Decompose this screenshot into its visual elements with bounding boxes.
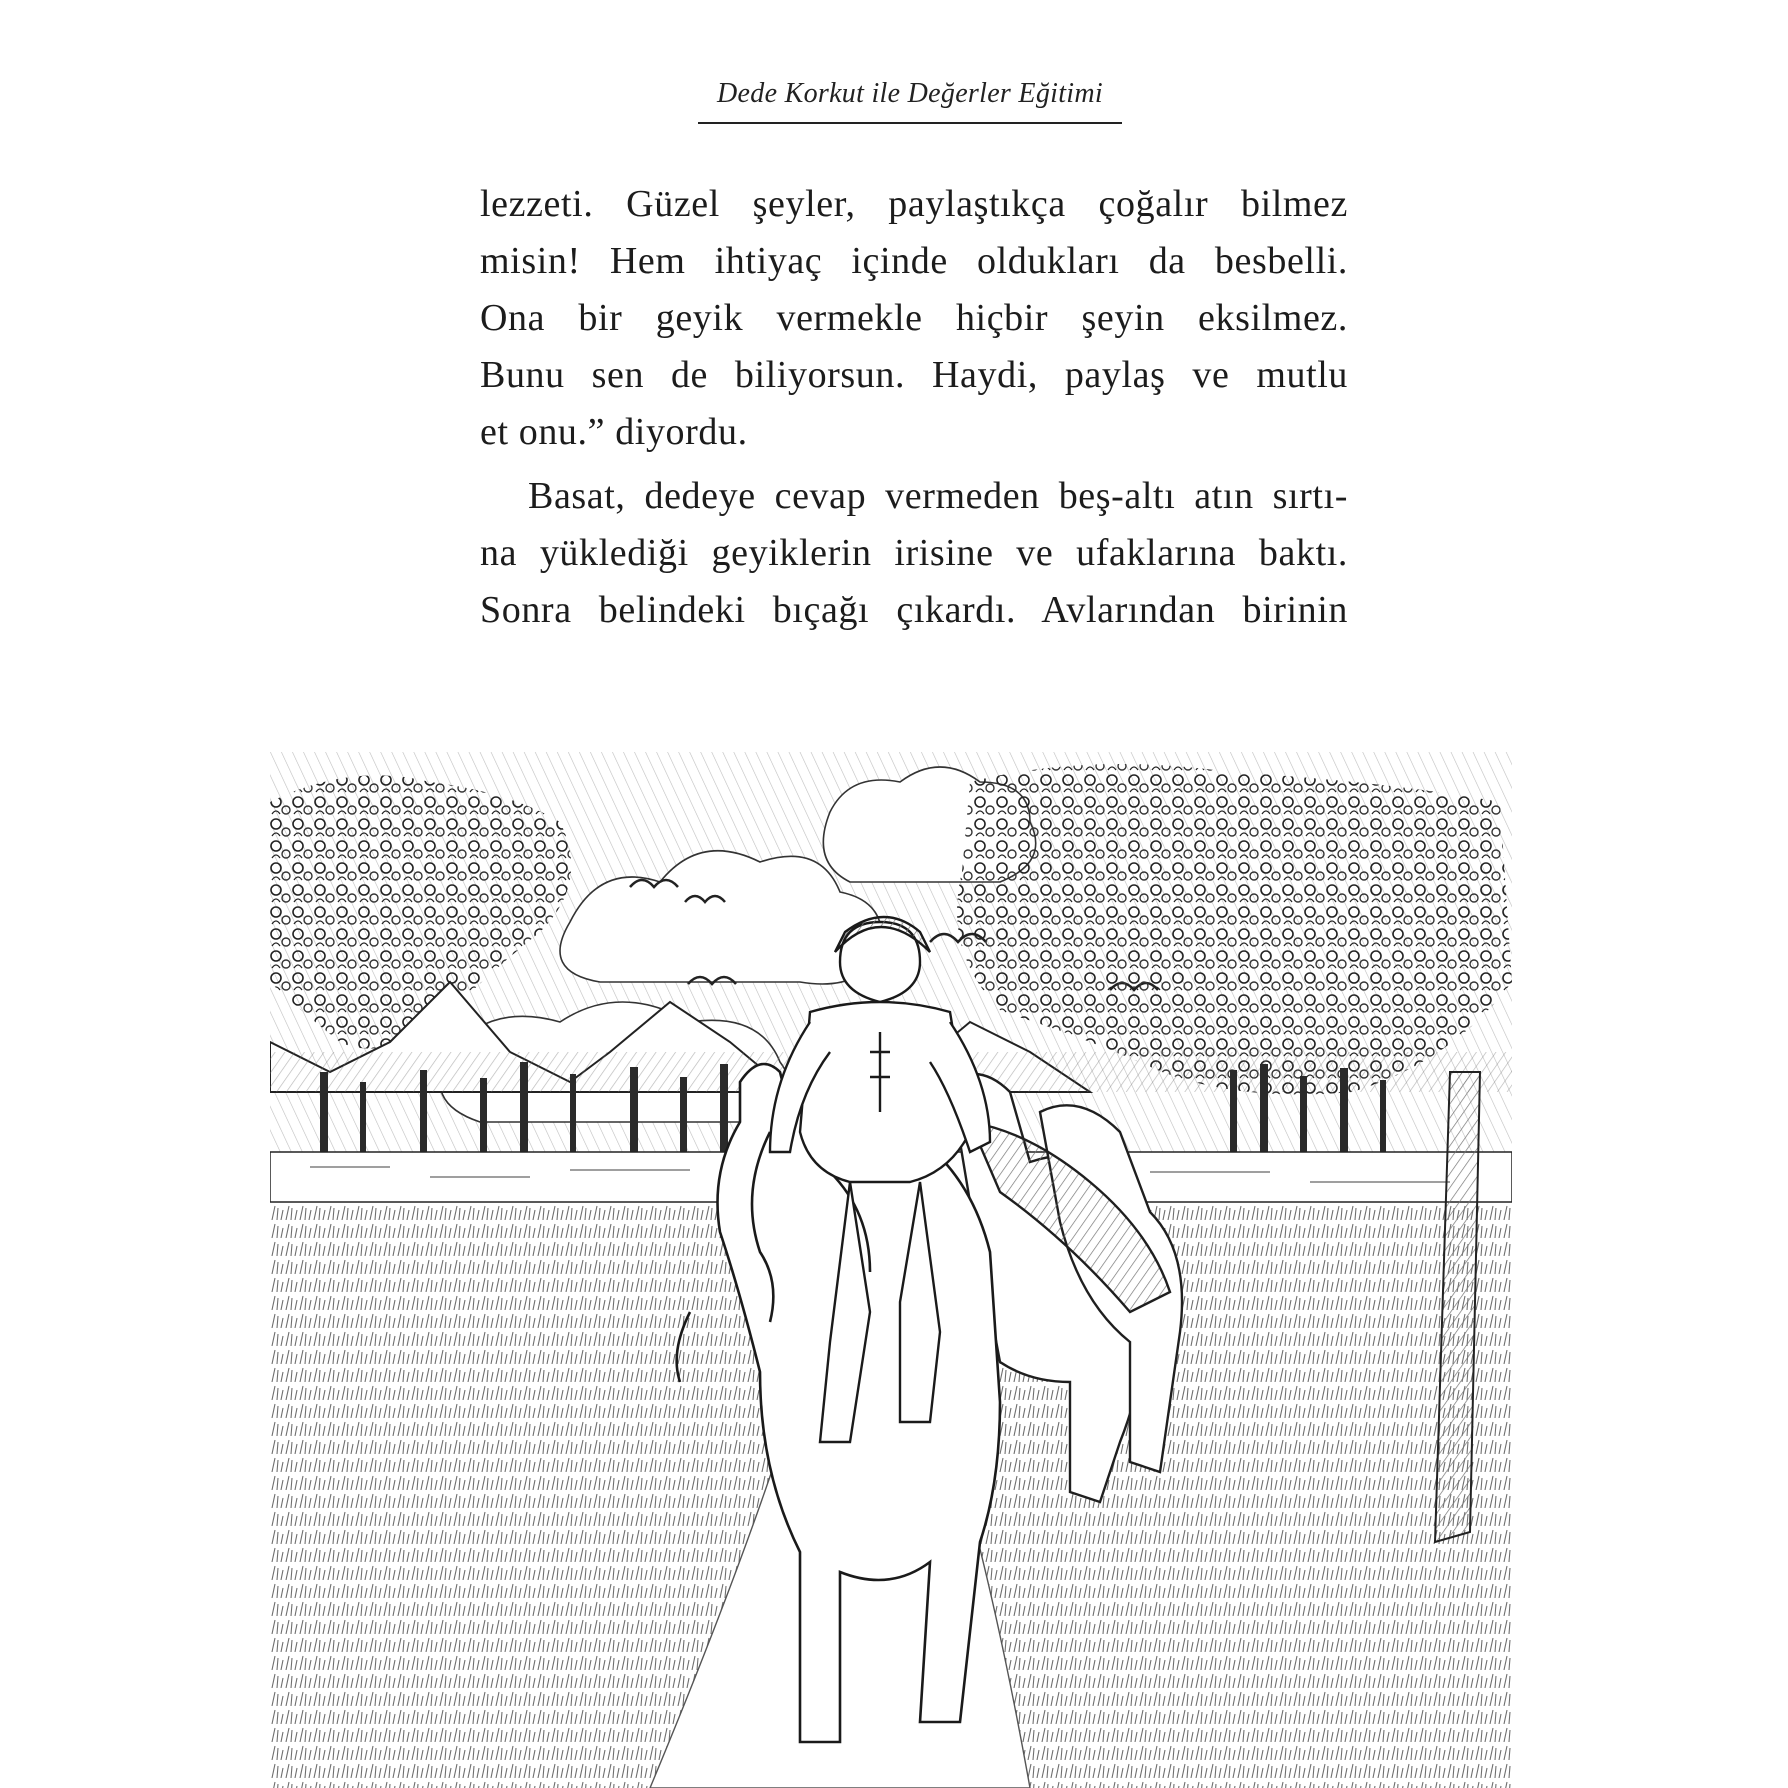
text-line: lezzeti. Güzel şeyler, paylaştıkça çoğalır bilmez [480,183,1348,225]
header-rule [698,122,1122,124]
rider-illustration [270,752,1512,1788]
text-line: Bunu sen de biliyorsun. Haydi, paylaş ve mutlu [480,354,1348,396]
text-line: misin! Hem ihtiyaç içinde oldukları da besbelli. [480,240,1348,282]
text-line: et onu.” diyordu. [480,411,748,453]
sketch-drawing [270,752,1512,1788]
text-line: na yüklediği geyiklerin irisine ve ufaklarına baktı. [480,532,1348,574]
text-line: Basat, dedeye cevap vermeden beş-altı atın sırtı- [528,475,1348,517]
text-line: Ona bir geyik vermekle hiçbir şeyin eksilmez. [480,297,1348,339]
running-header: Dede Korkut ile Değerler Eğitimi [717,78,1103,109]
body-text [480,176,1348,639]
text-line: Sonra belindeki bıçağı çıkardı. Avlarından birinin [480,589,1348,631]
paragraph-gap [480,461,1348,468]
